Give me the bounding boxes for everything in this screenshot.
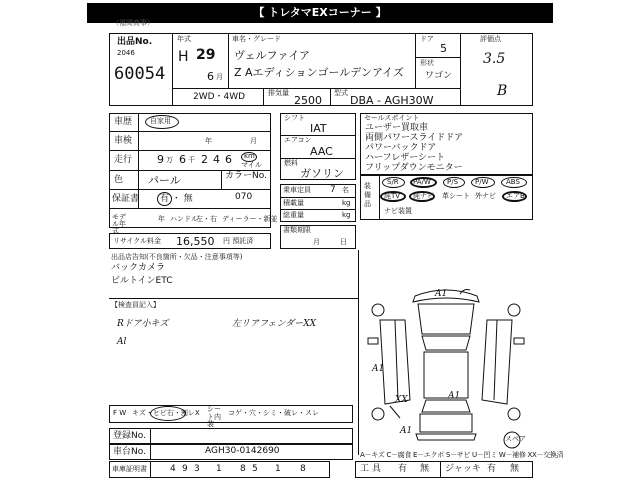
notes-line2: ビルトインETC [111, 276, 173, 286]
notes-label: 出品店告知(不良箇所・欠品・注意事項等) [111, 253, 243, 261]
cert-digit: 4 [170, 464, 176, 474]
displacement-value: 2500 [294, 94, 322, 107]
cert-digit: 8 [300, 464, 306, 474]
condition-items2: コゲ・穴・シミ・破レ・スレ [228, 409, 319, 417]
mileage-d3: 6 [225, 153, 232, 166]
mark-a1-front: A1 [435, 289, 448, 299]
aircon-label: エアコン [284, 136, 312, 144]
cert-digit: 8 [240, 464, 246, 474]
shape-label: 形状 [420, 59, 434, 67]
mileage-d1: 2 [201, 153, 208, 166]
type-value: DBA - AGH30W [350, 94, 434, 107]
warranty-circle [157, 192, 172, 206]
inspector-note3: 左リアフェンダーXX [232, 319, 317, 329]
jack-v1: 有 [487, 464, 497, 474]
capacity-value: 7 [330, 185, 336, 195]
lot-number: 60054 [114, 64, 166, 84]
tools-v1: 有 [398, 464, 408, 474]
mileage-d2: 4 [213, 153, 220, 166]
score-interior: B [497, 83, 508, 99]
mark-a1-side: A1 [448, 391, 461, 401]
cert-label: 車庫証明書 [112, 465, 147, 473]
mileage-man-unit: 万 [166, 156, 173, 164]
car-diagram [360, 280, 532, 450]
title-text: 【 トレタマEXコーナー 】 [253, 6, 387, 19]
damage-legend: A－キズ C－腐食 E－エクボ S－サビ U－凹ミ W－補修 XX－交換済 [360, 451, 564, 459]
mileage-unit2: マイル [241, 161, 262, 169]
mileage-sen-unit: 千 [188, 156, 195, 164]
spare-label: スペア [505, 435, 526, 443]
tools-label: 工 具 [360, 464, 381, 474]
equipment-label: 装備品 [364, 182, 371, 209]
lot-label: 出品No. [117, 37, 153, 47]
jack-v2: 無 [510, 464, 520, 474]
sales-point-item: パワーバックドア [365, 143, 437, 153]
displacement-label: 排気量 [268, 89, 289, 97]
mark-a1-rear: A1 [400, 426, 413, 436]
sales-point-item: ハーフレザーシート [365, 153, 446, 163]
cert-digit: 1 [216, 464, 222, 474]
doc-limit-day: 日 [340, 238, 347, 246]
drive-value: 2WD・4WD [193, 92, 246, 102]
notes-line1: バックカメラ [111, 263, 166, 273]
year-value: 29 [196, 47, 216, 63]
doc-limit-month: 月 [313, 238, 320, 246]
doc-limit-label: 書類期限 [283, 226, 311, 234]
cert-digit: 5 [252, 464, 258, 474]
chassis-label: 車台No. [113, 447, 146, 457]
model-year-dealer: ディーラー・新並 [222, 215, 278, 223]
lot-sub: 2046 [117, 49, 135, 57]
chassis-value: AGH30-0142690 [205, 446, 280, 456]
cert-digit: 1 [275, 464, 281, 474]
color-label: 色 [114, 175, 124, 185]
doors-label: ドア [420, 35, 434, 43]
cert-digit: 3 [194, 464, 200, 474]
model-year-year: 年 [158, 215, 165, 223]
sales-point-item: フリップダウンモニター [365, 163, 463, 173]
weight-unit: kg [342, 211, 351, 219]
subtitle-text: （福岡商事） [112, 19, 154, 27]
color-value: パール [148, 174, 181, 187]
weight-label: 総重量 [283, 211, 304, 219]
mileage-label: 走行 [114, 155, 133, 165]
model-label: 車名・グレード [232, 35, 281, 43]
score-value: 3.5 [483, 51, 506, 67]
inspector-label: 【検査員記入】 [111, 301, 160, 309]
mileage-man: 9 [157, 153, 164, 166]
cert-digit: 9 [182, 464, 188, 474]
tools-v2: 無 [420, 464, 430, 474]
doors-value: 5 [440, 42, 447, 55]
mark-a1-left: A1 [372, 364, 385, 374]
score-label: 評価点 [480, 35, 501, 43]
inspection-label: 車検 [114, 136, 133, 146]
jack-label: ジャッキ [445, 464, 481, 474]
model-name: ヴェルファイア [234, 49, 311, 62]
year-month-unit: 月 [216, 73, 223, 81]
condition-seat: シート内装 [207, 405, 221, 429]
inspector-note1: Rドア小キズ [117, 319, 169, 329]
condition-circle [150, 406, 186, 421]
capacity-label: 乗車定員 [283, 186, 311, 194]
model-year-lr: 左・右 [196, 215, 217, 223]
equipment-navi: ナビ装置 [384, 207, 412, 215]
fuel-label: 燃料 [284, 159, 298, 167]
recycle-label: リサイクル料金 [113, 237, 162, 245]
load-label: 積載量 [283, 199, 304, 207]
sales-point-label: セールスポイント [364, 114, 420, 122]
model-year-label: モデル年式 [112, 213, 126, 235]
shift-value: IAT [310, 122, 327, 135]
inspector-note2: Al [117, 337, 127, 347]
condition-label: F W [113, 409, 127, 417]
aircon-value: AAC [310, 145, 333, 158]
condition-items: キズ・ヒビ右・割レX [132, 409, 200, 417]
fuel-value: ガソリン [300, 167, 344, 180]
recycle-unit: 円 預託済 [223, 237, 254, 245]
load-unit: kg [342, 199, 351, 207]
shape-value: ワゴン [425, 71, 453, 81]
mileage-sen: 6 [179, 153, 186, 166]
type-label: 型式 [334, 89, 348, 97]
capacity-unit: 名 [342, 186, 349, 194]
history-value: 自家用 [150, 117, 171, 125]
model-grade: Z Aエディションゴールデンアイズ [234, 66, 404, 79]
registration-label: 登録No. [113, 431, 146, 441]
warranty-label: 保証書 [112, 194, 140, 204]
tools-row [355, 461, 533, 478]
mark-xx: XX [395, 395, 408, 405]
history-label: 車歴 [114, 117, 133, 127]
recycle-value: 16,550 [176, 235, 215, 248]
mileage-unit: km [244, 152, 255, 160]
sales-point-item: 両側パワースライドドア [365, 133, 464, 143]
model-year-handle: ハンドル [170, 215, 198, 223]
sales-point-item: ユーザー買取車 [365, 123, 429, 133]
inspection-month: 月 [250, 137, 257, 145]
year-era: H [178, 49, 189, 65]
warranty-value: 有 ・ 無 [160, 194, 193, 204]
year-label: 年式 [177, 35, 191, 43]
color-code-label: カラーNo. [225, 171, 267, 181]
inspection-year: 年 [205, 137, 212, 145]
shift-label: シフト [284, 114, 305, 122]
year-month: 6 [207, 70, 214, 83]
color-code: 070 [235, 192, 253, 202]
